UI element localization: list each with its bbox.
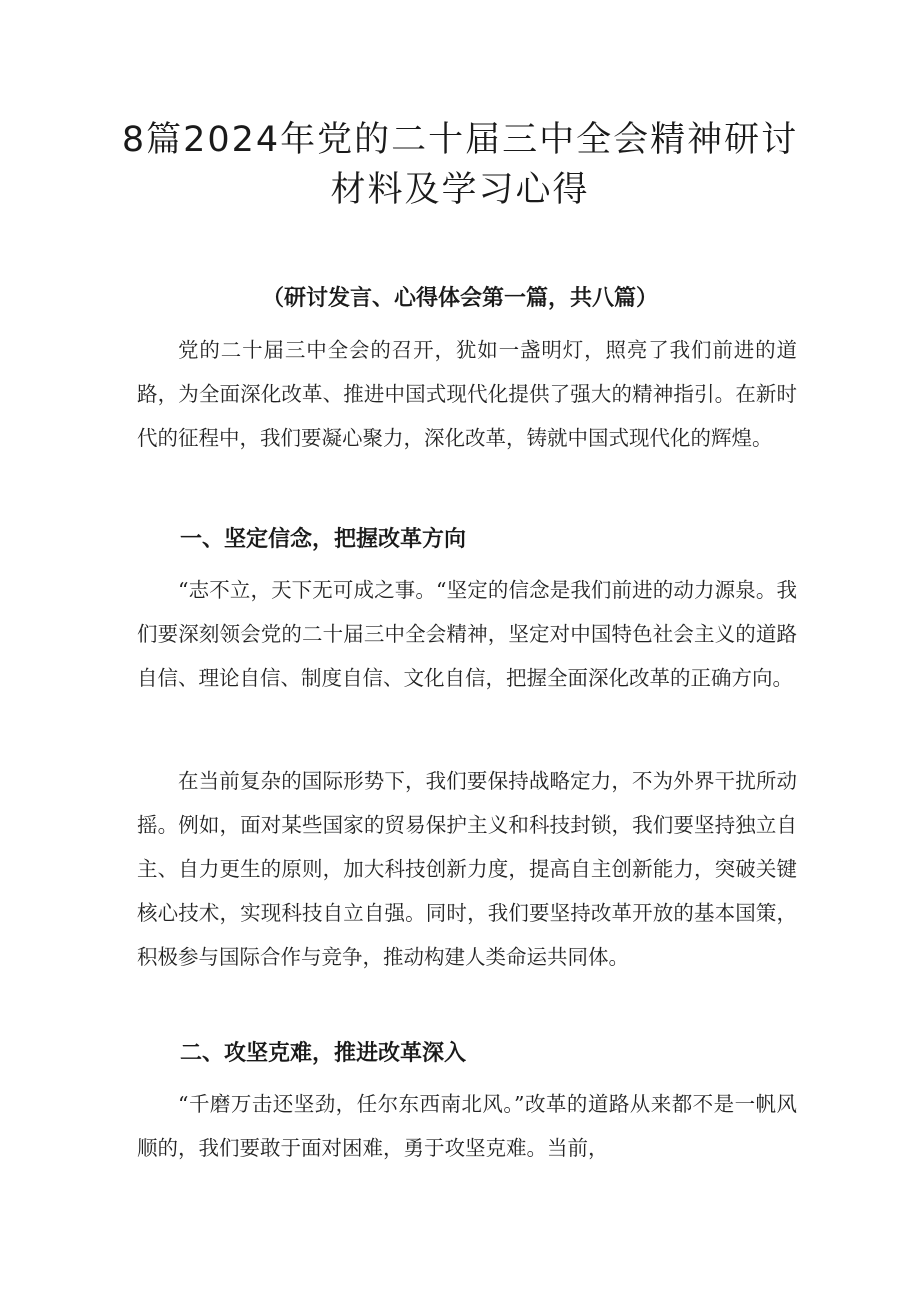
- document-subtitle: （研讨发言、心得体会第一篇，共八篇）: [261, 286, 658, 311]
- section-heading-1: 一、坚定信念，把握改革方向: [180, 527, 467, 552]
- document-title-line-2: 材料及学习心得: [330, 170, 590, 210]
- paragraph-section2-a: “千磨万击还坚劲，任尔东西南北风。”改革的道路从来都不是一帆风顺的，我们要敢于面对困难，勇于攻坚克难。当前，: [137, 1092, 797, 1160]
- document-title-line-1: 8篇2024年党的二十届三中全会精神研讨: [121, 120, 799, 160]
- paragraph-intro: 党的二十届三中全会的召开，犹如一盏明灯，照亮了我们前进的道路，为全面深化改革、推进中国式现代化提供了强大的精神指引。在新时代的征程中，我们要凝心聚力，深化改革，铸就中国式现代化的辉煌。: [137, 338, 797, 450]
- paragraph-section1-a: “志不立，天下无可成之事。“坚定的信念是我们前进的动力源泉。我们要深刻领会党的二十届三中全会精神，坚定对中国特色社会主义的道路自信、理论自信、制度自信、文化自信，把握全面深化改革的正确方向。: [137, 578, 797, 690]
- paragraph-section1-b: 在当前复杂的国际形势下，我们要保持战略定力，不为外界干扰所动摇。例如，面对某些国家的贸易保护主义和科技封锁，我们要坚持独立自主、自力更生的原则，加大科技创新力度，提高自主创新能力，突破关键核心技术，实现科技自立自强。同时，我们要坚持改革开放的基本国策，积极参与国际合作与竞争，推动构建人类命运共同体。: [137, 769, 797, 969]
- section-heading-2: 二、攻坚克难，推进改革深入: [180, 1041, 467, 1066]
